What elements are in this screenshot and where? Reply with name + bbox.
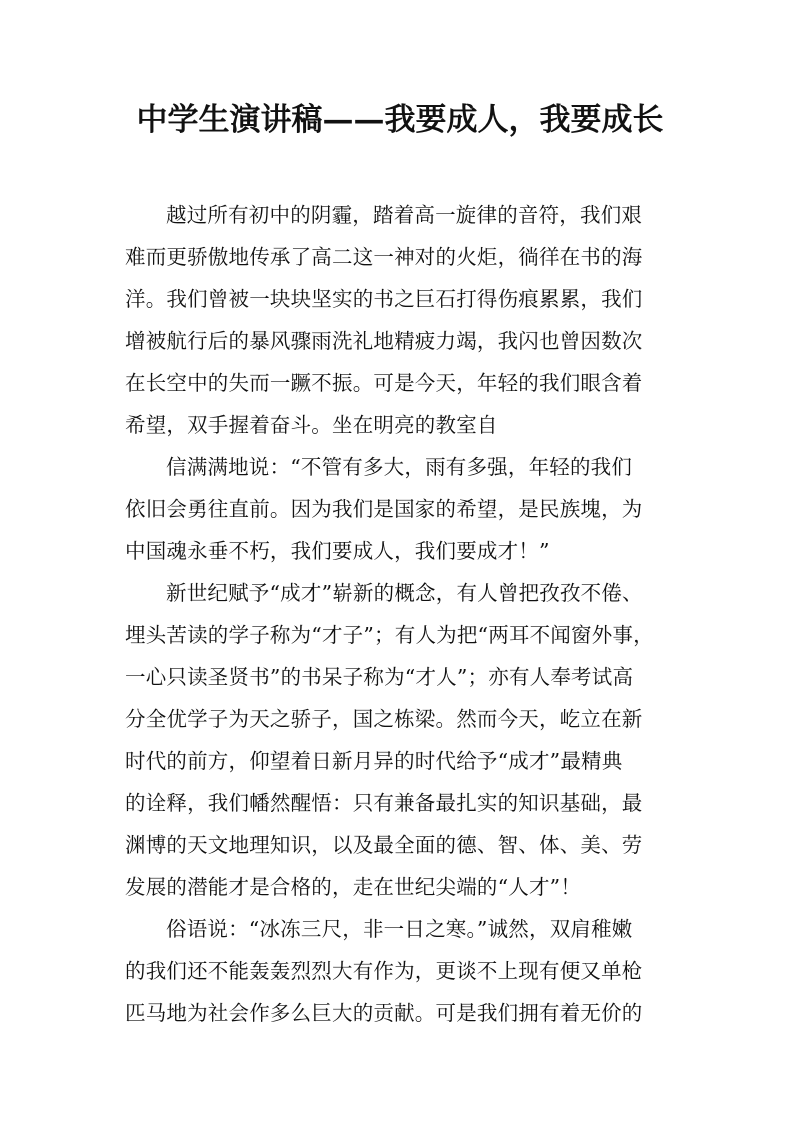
text-line: 信满满地说：“不管有多大，雨有多强，年轻的我们: [166, 455, 633, 479]
text-line: 难而更骄傲地传承了高二这一神对的火炬，徜徉在书的海: [125, 245, 643, 269]
text-line: 埋头苦读的学子称为“才子”；有人为把“两耳不闻窗外事，: [125, 623, 654, 647]
text-line: 中国魂永垂不朽，我们要成人，我们要成才！”: [125, 539, 550, 563]
text-line: 的我们还不能轰轰烈烈大有作为，更谈不上现有便又单枪: [125, 959, 643, 983]
paragraph: [125, 572, 685, 908]
paragraph: [125, 446, 685, 572]
text-line: 渊博的天文地理知识，以及最全面的德、智、体、美、劳: [125, 833, 643, 857]
text-line: 一心只读圣贤书”的书呆子称为“才人”；亦有人奉考试高: [125, 665, 634, 689]
document-body: [125, 194, 685, 1034]
text-line: 发展的潜能才是合格的，走在世纪尖端的“人才”！: [125, 875, 582, 899]
text-line: 越过所有初中的阴霾，踏着高一旋律的音符，我们艰: [166, 203, 643, 227]
text-line: 分全优学子为天之骄子，国之栋梁。然而今天，屹立在新: [125, 707, 643, 731]
text-line: 俗语说：“冰冻三尺，非一日之寒。”诚然，双肩稚嫩: [166, 917, 633, 941]
text-line: 新世纪赋予“成才”崭新的概念，有人曾把孜孜不倦、: [166, 581, 643, 605]
text-line: 匹马地为社会作多么巨大的贡献。可是我们拥有着无价的: [125, 1001, 643, 1025]
text-line: 洋。我们曾被一块块坚实的书之巨石打得伤痕累累，我们: [125, 287, 643, 311]
document-title: 中学生演讲稿——我要成人，我要成长: [136, 102, 664, 138]
paragraph: [125, 908, 685, 1034]
text-line: 依旧会勇往直前。因为我们是国家的希望，是民族塊，为: [125, 497, 643, 521]
text-line: 在长空中的失而一蹶不振。可是今天，年轻的我们眼含着: [125, 371, 643, 395]
paragraph: [125, 194, 685, 446]
text-line: 的诠释，我们幡然醒悟：只有兼备最扎实的知识基础，最: [125, 791, 643, 815]
text-line: 增被航行后的暴风骤雨洗礼地精疲力竭，我闪也曾因数次: [125, 329, 643, 353]
text-line: 时代的前方，仰望着日新月异的时代给予“成才”最精典: [125, 749, 623, 773]
text-line: 希望，双手握着奋斗。坐在明亮的教室自: [125, 413, 498, 437]
